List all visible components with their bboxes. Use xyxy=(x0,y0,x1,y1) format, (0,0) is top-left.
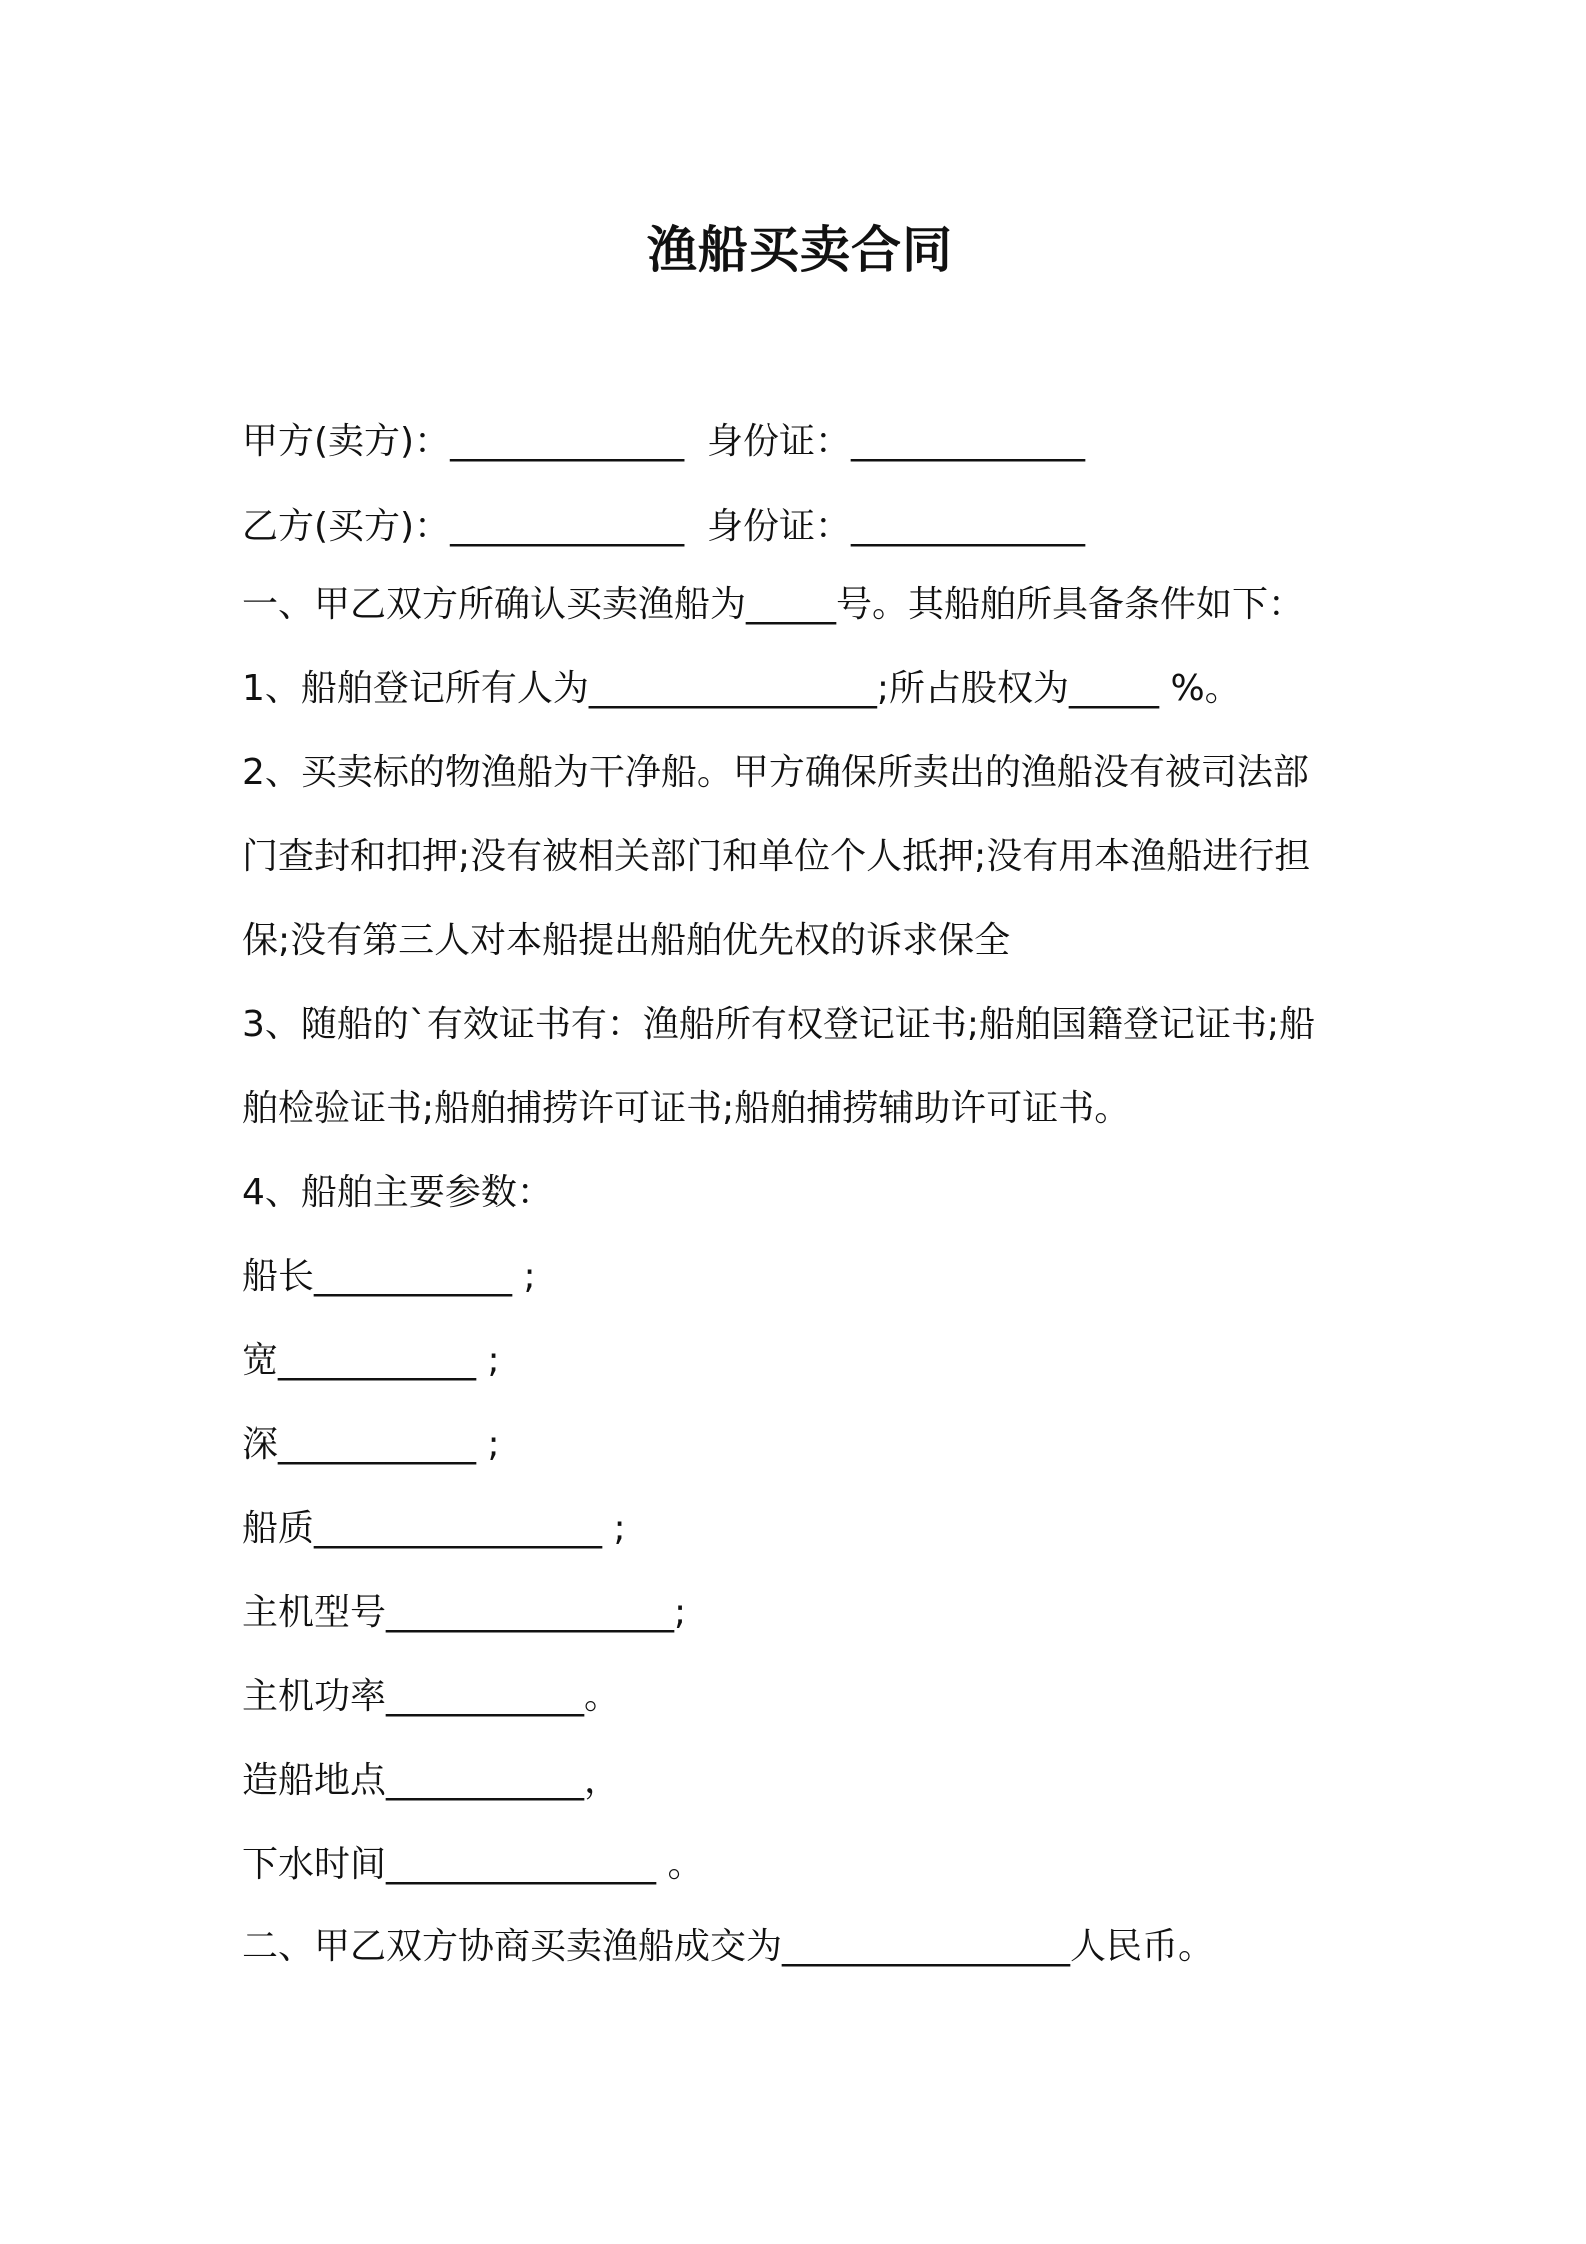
item-3-line-1: 3、随船的`有效证书有：渔船所有权登记证书;船舶国籍登记证书;船 xyxy=(242,1004,1316,1045)
item-4-heading: 4、船舶主要参数： xyxy=(242,1172,553,1213)
item-2-line-2: 门查封和扣押;没有被相关部门和单位个人抵押;没有用本渔船进行担 xyxy=(242,836,1311,877)
party-b-line: 乙方(买方)：_____________ 身份证：_____________ xyxy=(242,506,1085,547)
item-3-line-2: 舶检验证书;船舶捕捞许可证书;船舶捕捞辅助许可证书。 xyxy=(242,1088,1131,1129)
party-a-line: 甲方(卖方)：_____________ 身份证：_____________ xyxy=(242,421,1085,462)
param-build-place: 造船地点___________， xyxy=(242,1760,621,1801)
param-width: 宽___________ ; xyxy=(242,1340,500,1381)
param-engine-power: 主机功率___________。 xyxy=(242,1676,621,1717)
document-title: 渔船买卖合同 xyxy=(647,221,953,279)
param-launch-date: 下水时间_______________ 。 xyxy=(242,1844,704,1885)
param-depth: 深___________ ; xyxy=(242,1424,500,1465)
clause-2-price: 二、甲乙双方协商买卖渔船成交为________________人民币。 xyxy=(242,1926,1215,1967)
param-engine-model: 主机型号________________; xyxy=(242,1592,687,1633)
item-1-owner: 1、船舶登记所有人为________________;所占股权为_____ %。 xyxy=(242,668,1241,709)
item-2-line-3: 保;没有第三人对本船提出船舶优先权的诉求保全 xyxy=(242,920,1011,961)
item-2-line-1: 2、买卖标的物渔船为干净船。甲方确保所卖出的渔船没有被司法部 xyxy=(242,752,1309,793)
clause-1-heading: 一、甲乙双方所确认买卖渔船为_____号。其船舶所具备条件如下： xyxy=(242,584,1305,625)
param-length: 船长___________ ; xyxy=(242,1256,536,1297)
param-hull-material: 船质________________ ; xyxy=(242,1508,626,1549)
